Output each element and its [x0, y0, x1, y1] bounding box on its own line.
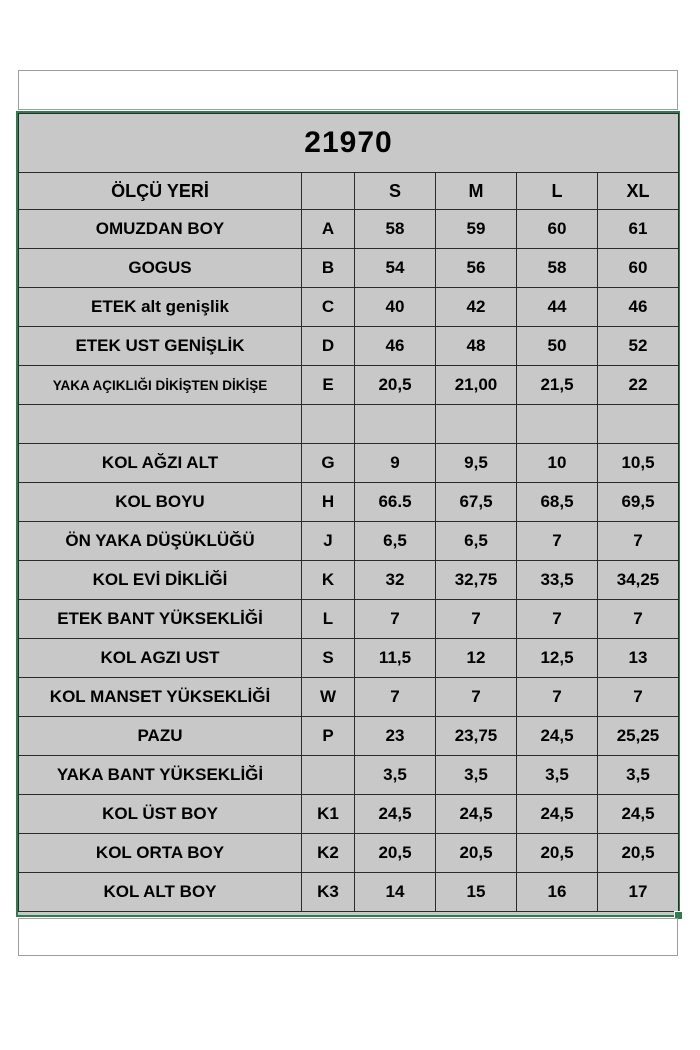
cell-m: 3,5 — [436, 756, 517, 795]
cell-s: 66.5 — [355, 483, 436, 522]
cell-s: 54 — [355, 249, 436, 288]
cell-m: 21,00 — [436, 366, 517, 405]
row-code: G — [302, 444, 355, 483]
cell-xl — [598, 405, 679, 444]
row-code: L — [302, 600, 355, 639]
cell-m: 24,5 — [436, 795, 517, 834]
cell-m: 6,5 — [436, 522, 517, 561]
cell-xl: 3,5 — [598, 756, 679, 795]
table-row — [19, 600, 679, 639]
cell-l — [517, 405, 598, 444]
cell-m: 48 — [436, 327, 517, 366]
cell-s: 14 — [355, 873, 436, 912]
cell-xl: 10,5 — [598, 444, 679, 483]
row-code: W — [302, 678, 355, 717]
table-row — [19, 210, 679, 249]
table-row — [19, 561, 679, 600]
row-code: K2 — [302, 834, 355, 873]
row-label — [19, 405, 302, 444]
cell-m: 59 — [436, 210, 517, 249]
row-label: KOL ÜST BOY — [19, 795, 302, 834]
row-code: K1 — [302, 795, 355, 834]
cell-xl: 7 — [598, 522, 679, 561]
cell-xl: 52 — [598, 327, 679, 366]
cell-l: 7 — [517, 522, 598, 561]
cell-l: 33,5 — [517, 561, 598, 600]
cell-xl: 22 — [598, 366, 679, 405]
row-label: KOL EVİ DİKLİĞİ — [19, 561, 302, 600]
cell-xl: 7 — [598, 600, 679, 639]
cell-l: 20,5 — [517, 834, 598, 873]
row-code — [302, 405, 355, 444]
row-label: PAZU — [19, 717, 302, 756]
row-code: A — [302, 210, 355, 249]
row-label: ETEK UST GENİŞLİK — [19, 327, 302, 366]
table-row — [19, 522, 679, 561]
cell-l: 24,5 — [517, 717, 598, 756]
cell-s: 23 — [355, 717, 436, 756]
row-label: ETEK BANT YÜKSEKLİĞİ — [19, 600, 302, 639]
table-row — [19, 249, 679, 288]
cell-s: 7 — [355, 678, 436, 717]
cell-l: 12,5 — [517, 639, 598, 678]
cell-xl: 69,5 — [598, 483, 679, 522]
header-size-s: S — [355, 173, 436, 210]
row-code: P — [302, 717, 355, 756]
cell-m: 7 — [436, 678, 517, 717]
header-size-xl: XL — [598, 173, 679, 210]
cell-xl: 60 — [598, 249, 679, 288]
row-label: KOL ORTA BOY — [19, 834, 302, 873]
table-row — [19, 678, 679, 717]
table-row — [19, 717, 679, 756]
cell-m: 23,75 — [436, 717, 517, 756]
cell-l: 3,5 — [517, 756, 598, 795]
cell-m: 32,75 — [436, 561, 517, 600]
cell-xl: 46 — [598, 288, 679, 327]
cell-xl: 25,25 — [598, 717, 679, 756]
row-label: KOL BOYU — [19, 483, 302, 522]
cell-s: 9 — [355, 444, 436, 483]
cell-xl: 17 — [598, 873, 679, 912]
row-code: C — [302, 288, 355, 327]
cell-l: 16 — [517, 873, 598, 912]
cell-xl: 13 — [598, 639, 679, 678]
header-code-column — [302, 173, 355, 210]
table-row — [19, 327, 679, 366]
cell-s: 20,5 — [355, 366, 436, 405]
title-row — [19, 114, 679, 173]
cell-xl: 24,5 — [598, 795, 679, 834]
cell-s: 7 — [355, 600, 436, 639]
cell-l: 7 — [517, 678, 598, 717]
cell-m: 12 — [436, 639, 517, 678]
row-code: K — [302, 561, 355, 600]
row-label: KOL AGZI UST — [19, 639, 302, 678]
row-code: K3 — [302, 873, 355, 912]
empty-row-below-table — [18, 918, 678, 956]
cell-m: 15 — [436, 873, 517, 912]
table-row — [19, 444, 679, 483]
cell-m: 56 — [436, 249, 517, 288]
cell-m: 9,5 — [436, 444, 517, 483]
cell-s: 58 — [355, 210, 436, 249]
row-code: H — [302, 483, 355, 522]
empty-row-above-table — [18, 70, 678, 110]
cell-xl: 7 — [598, 678, 679, 717]
row-label: GOGUS — [19, 249, 302, 288]
size-chart-table-selection[interactable] — [16, 111, 680, 917]
row-label: KOL AĞZI ALT — [19, 444, 302, 483]
cell-s: 3,5 — [355, 756, 436, 795]
cell-s: 6,5 — [355, 522, 436, 561]
header-size-l: L — [517, 173, 598, 210]
cell-s: 20,5 — [355, 834, 436, 873]
row-label: YAKA AÇIKLIĞI DİKİŞTEN DİKİŞE — [19, 366, 302, 405]
row-code: B — [302, 249, 355, 288]
cell-xl: 34,25 — [598, 561, 679, 600]
header-size-m: M — [436, 173, 517, 210]
cell-l: 50 — [517, 327, 598, 366]
row-label: KOL MANSET YÜKSEKLİĞİ — [19, 678, 302, 717]
table-row — [19, 288, 679, 327]
row-label: YAKA BANT YÜKSEKLİĞİ — [19, 756, 302, 795]
cell-m: 42 — [436, 288, 517, 327]
table-row — [19, 756, 679, 795]
row-label: OMUZDAN BOY — [19, 210, 302, 249]
row-label: ÖN YAKA DÜŞÜKLÜĞÜ — [19, 522, 302, 561]
cell-l: 60 — [517, 210, 598, 249]
cell-l: 21,5 — [517, 366, 598, 405]
row-label: KOL ALT BOY — [19, 873, 302, 912]
cell-s — [355, 405, 436, 444]
table-row — [19, 834, 679, 873]
cell-l: 10 — [517, 444, 598, 483]
table-row — [19, 366, 679, 405]
table-row — [19, 873, 679, 912]
table-spacer-row — [19, 405, 679, 444]
table-row — [19, 795, 679, 834]
row-code: E — [302, 366, 355, 405]
cell-m — [436, 405, 517, 444]
row-code: J — [302, 522, 355, 561]
cell-m: 7 — [436, 600, 517, 639]
style-code-title: 21970 — [19, 114, 679, 173]
cell-l: 68,5 — [517, 483, 598, 522]
cell-l: 24,5 — [517, 795, 598, 834]
cell-l: 7 — [517, 600, 598, 639]
size-chart-table — [18, 113, 679, 912]
cell-l: 58 — [517, 249, 598, 288]
cell-s: 40 — [355, 288, 436, 327]
table-row — [19, 639, 679, 678]
cell-s: 11,5 — [355, 639, 436, 678]
row-code — [302, 756, 355, 795]
row-code: S — [302, 639, 355, 678]
cell-l: 44 — [517, 288, 598, 327]
cell-s: 24,5 — [355, 795, 436, 834]
row-code: D — [302, 327, 355, 366]
table-row — [19, 483, 679, 522]
table-header-row — [19, 173, 679, 210]
header-measurement-area: ÖLÇÜ YERİ — [19, 173, 302, 210]
cell-s: 32 — [355, 561, 436, 600]
row-label: ETEK alt genişlik — [19, 288, 302, 327]
cell-xl: 61 — [598, 210, 679, 249]
cell-m: 67,5 — [436, 483, 517, 522]
cell-s: 46 — [355, 327, 436, 366]
cell-m: 20,5 — [436, 834, 517, 873]
cell-xl: 20,5 — [598, 834, 679, 873]
